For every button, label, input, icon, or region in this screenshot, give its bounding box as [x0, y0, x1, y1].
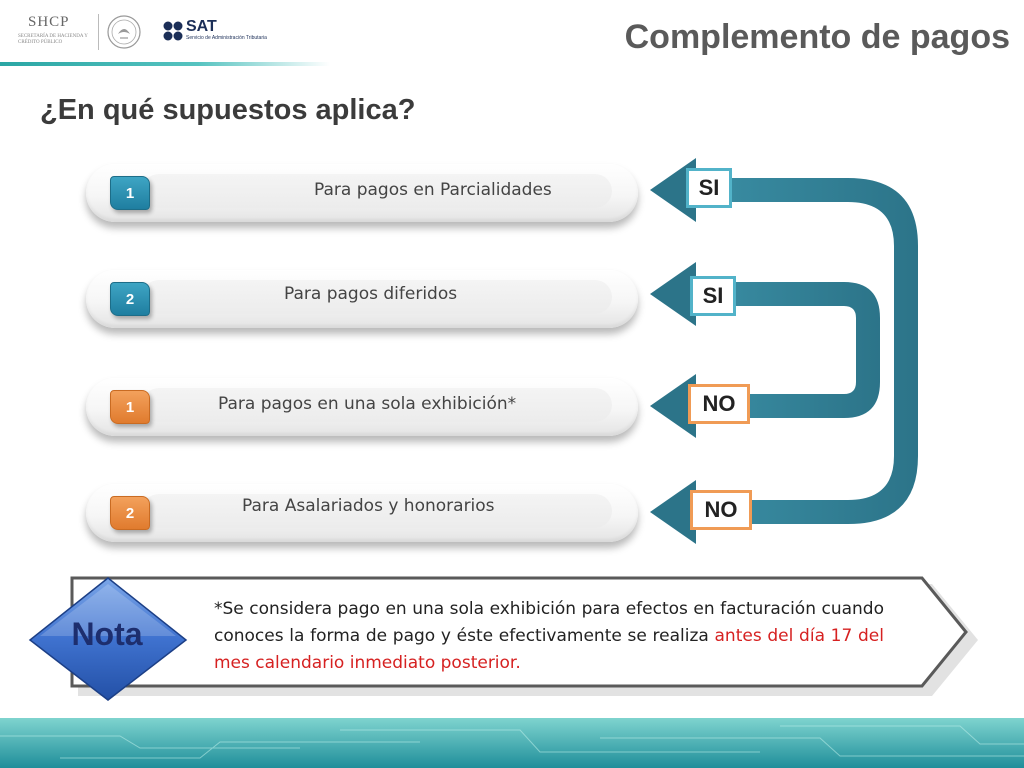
sat-logo-icon [162, 20, 184, 42]
row-label: Para pagos diferidos [284, 284, 458, 304]
list-item [86, 160, 640, 224]
sat-logo [162, 20, 282, 46]
row-badge: 1 [110, 176, 150, 210]
row-label: Para pagos en una sola exhibición* [218, 394, 517, 414]
row-label: Para Asalariados y honorarios [242, 496, 495, 516]
list-item [86, 374, 640, 438]
header [0, 0, 1024, 70]
footer-decoration [0, 718, 1024, 768]
shcp-logo-subtitle: SECRETARÍA DE HACIENDA Y CRÉDITO PÚBLICO [18, 34, 88, 45]
shcp-logo-text: SHCP [28, 14, 70, 30]
section-heading: ¿En qué supuestos aplica? [40, 94, 416, 126]
nota-text-main: *Se considera pago en una sola exhibición para efectos en facturación cuando conoces la forma de pago y éste efectivamente se realiza [214, 599, 884, 646]
row-label: Para pagos en Parcialidades [314, 180, 552, 200]
shcp-logo [18, 14, 98, 54]
answer-badge: SI [686, 168, 732, 208]
sat-logo-text: SAT [186, 18, 217, 35]
mexico-seal-icon [106, 14, 142, 50]
list-item [86, 480, 640, 544]
answer-badge: NO [690, 490, 752, 530]
page-title: Complemento de pagos [624, 18, 1010, 56]
list-item [86, 266, 640, 330]
logo-divider [98, 14, 99, 50]
answer-badge: SI [690, 276, 736, 316]
row-badge: 1 [110, 390, 150, 424]
sat-logo-subtitle: Servicio de Administración Tributaria [186, 35, 267, 41]
row-badge: 2 [110, 282, 150, 316]
row-badge: 2 [110, 496, 150, 530]
header-accent-line [0, 62, 330, 66]
nota-text [214, 596, 884, 677]
answer-badge: NO [688, 384, 750, 424]
nota-label: Nota [71, 616, 143, 652]
nota-text-highlight: antes del día 17 del mes calendario inmediato posterior. [214, 626, 884, 673]
